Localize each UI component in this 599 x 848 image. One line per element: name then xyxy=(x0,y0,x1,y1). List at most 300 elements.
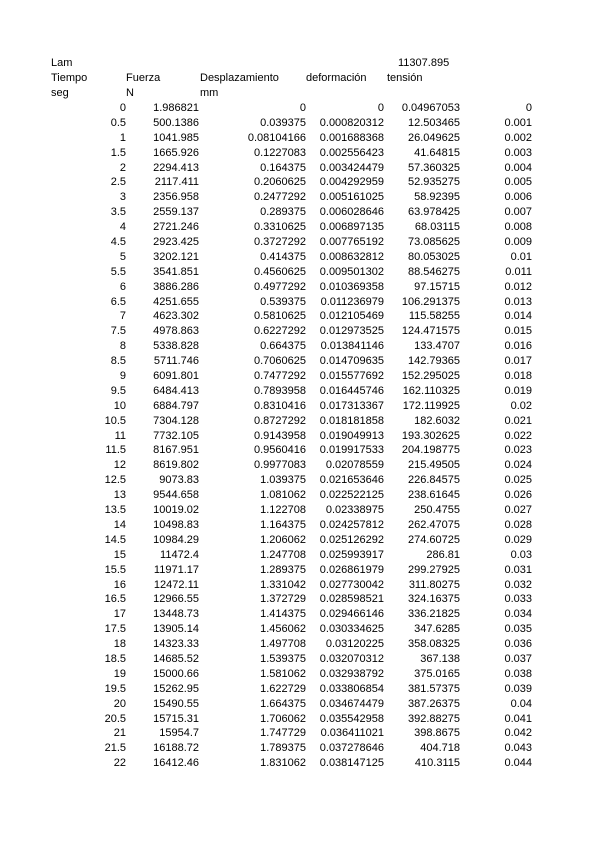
cell-extra: 0.004 xyxy=(504,161,532,174)
cell-desplazamiento: 1.831062 xyxy=(260,757,306,770)
cell-extra: 0.023 xyxy=(504,444,532,457)
cell-desplazamiento: 0.08104166 xyxy=(247,131,306,144)
cell-desplazamiento: 0.2477292 xyxy=(254,191,306,204)
cell-fuerza: 13905.14 xyxy=(153,623,199,636)
cell-extra: 0.043 xyxy=(504,742,532,755)
cell-tension: 63.978425 xyxy=(408,206,460,219)
cell-tiempo: 0 xyxy=(119,102,126,114)
cell-deformacion: 0.026861979 xyxy=(319,563,384,576)
cell-tension: 193.302625 xyxy=(401,429,460,442)
cell-deformacion: 0.012973525 xyxy=(319,325,384,338)
cell-tiempo: 18 xyxy=(113,638,126,651)
cell-fuerza: 8167.951 xyxy=(153,444,199,457)
cell-deformacion: 0.014709635 xyxy=(319,355,384,368)
cell-fuerza: 6884.797 xyxy=(153,399,199,412)
cell-tiempo: 22 xyxy=(113,757,126,770)
cell-deformacion: 0.036411021 xyxy=(320,727,384,740)
table-row xyxy=(0,622,599,637)
cell-extra: 0.001 xyxy=(504,116,532,129)
cell-tension: 73.085625 xyxy=(408,236,460,249)
cell-tension: 358.08325 xyxy=(408,638,460,651)
cell-desplazamiento: 1.206062 xyxy=(260,533,306,546)
cell-deformacion: 0.029466146 xyxy=(319,608,384,621)
cell-tension: 387.26375 xyxy=(408,697,460,710)
cell-tiempo: 21.5 xyxy=(104,742,126,755)
cell-tension: 381.57375 xyxy=(408,682,460,695)
cell-extra: 0.017 xyxy=(504,355,532,368)
cell-tiempo: 13 xyxy=(113,489,126,502)
cell-fuerza: 3541.851 xyxy=(153,265,199,278)
cell-desplazamiento: 0.7477292 xyxy=(254,370,306,383)
sheet-label: Lam xyxy=(51,57,73,69)
cell-tension: 142.79365 xyxy=(408,355,460,368)
table-row xyxy=(0,488,599,503)
cell-fuerza: 1665.926 xyxy=(153,146,199,159)
cell-tension: 115.58255 xyxy=(408,310,460,323)
cell-tension: 172.119925 xyxy=(402,399,460,412)
cell-deformacion: 0.037278646 xyxy=(319,742,384,755)
cell-tiempo: 14.5 xyxy=(104,533,126,546)
cell-fuerza: 2559.137 xyxy=(153,206,199,219)
cell-tiempo: 2.5 xyxy=(110,176,126,189)
cell-fuerza: 2721.246 xyxy=(153,221,199,234)
cell-fuerza: 11472.4 xyxy=(160,548,199,561)
cell-fuerza: 3886.286 xyxy=(153,280,199,293)
table-row xyxy=(0,339,599,354)
cell-tiempo: 4 xyxy=(119,221,126,234)
cell-tension: 162.110325 xyxy=(402,384,460,397)
cell-extra: 0.029 xyxy=(504,533,532,546)
table-row xyxy=(0,295,599,310)
cell-desplazamiento: 1.747729 xyxy=(260,727,306,740)
header-fuerza: Fuerza xyxy=(126,72,161,84)
cell-extra: 0.039 xyxy=(504,682,532,695)
cell-tiempo: 15.5 xyxy=(104,563,126,576)
cell-fuerza: 13448.73 xyxy=(153,608,199,621)
table-row xyxy=(0,414,599,429)
cell-tension: 299.27925 xyxy=(408,563,460,576)
cell-extra: 0.024 xyxy=(504,459,532,472)
cell-extra: 0.028 xyxy=(504,518,532,531)
cell-deformacion: 0.035542958 xyxy=(319,712,384,725)
cell-tension: 57.360325 xyxy=(408,161,460,174)
cell-tiempo: 11 xyxy=(114,429,126,442)
cell-extra: 0.01 xyxy=(510,250,532,263)
cell-fuerza: 8619.802 xyxy=(153,459,199,472)
cell-desplazamiento: 1.706062 xyxy=(260,712,306,725)
cell-tiempo: 8.5 xyxy=(110,355,126,368)
cell-fuerza: 14323.33 xyxy=(153,638,199,651)
cell-tension: 26.049625 xyxy=(408,131,460,144)
cell-deformacion: 0.016445746 xyxy=(319,384,384,397)
cell-tiempo: 10 xyxy=(113,399,126,412)
cell-fuerza: 15490.55 xyxy=(153,697,199,710)
cell-deformacion: 0.027730042 xyxy=(319,578,384,591)
cell-desplazamiento: 0.6227292 xyxy=(254,325,306,338)
cell-tiempo: 18.5 xyxy=(104,652,126,665)
cell-extra: 0.042 xyxy=(504,727,532,740)
table-row xyxy=(0,399,599,414)
cell-extra: 0.041 xyxy=(504,712,532,725)
cell-desplazamiento: 1.122708 xyxy=(260,504,306,517)
cell-fuerza: 6091.801 xyxy=(153,370,199,383)
table-row xyxy=(0,548,599,563)
table-row xyxy=(0,101,599,116)
cell-extra: 0.005 xyxy=(504,176,532,189)
cell-deformacion: 0.008632812 xyxy=(319,250,384,263)
cell-tiempo: 3 xyxy=(119,191,126,204)
cell-desplazamiento: 0.289375 xyxy=(260,206,306,219)
header-tiempo: Tiempo xyxy=(51,72,88,84)
cell-tiempo: 4.5 xyxy=(110,236,126,249)
cell-tension: 12.503465 xyxy=(408,116,460,129)
cell-fuerza: 10984.29 xyxy=(153,533,199,546)
cell-deformacion: 0.019049913 xyxy=(319,429,384,442)
cell-desplazamiento: 1.414375 xyxy=(260,608,306,621)
table-row xyxy=(0,161,599,176)
cell-desplazamiento: 1.331042 xyxy=(260,578,306,591)
cell-deformacion: 0.033806854 xyxy=(319,682,384,695)
cell-fuerza: 500.1386 xyxy=(153,116,199,129)
header-tension: tensión xyxy=(387,72,423,84)
cell-tiempo: 21 xyxy=(113,727,126,740)
table-row xyxy=(0,518,599,533)
cell-deformacion: 0.000820312 xyxy=(319,116,384,129)
cell-desplazamiento: 1.164375 xyxy=(260,518,306,531)
table-row xyxy=(0,131,599,146)
cell-extra: 0.013 xyxy=(504,295,532,308)
cell-extra: 0.011 xyxy=(505,265,532,278)
cell-tiempo: 17.5 xyxy=(104,623,126,636)
cell-deformacion: 0.030334625 xyxy=(319,623,384,636)
cell-deformacion: 0.025993917 xyxy=(319,548,384,561)
cell-tiempo: 17 xyxy=(113,608,126,621)
cell-desplazamiento: 0.539375 xyxy=(260,295,306,308)
table-row xyxy=(0,741,599,756)
cell-deformacion: 0.005161025 xyxy=(319,191,384,204)
cell-deformacion: 0.018181858 xyxy=(319,414,384,427)
cell-tiempo: 2 xyxy=(119,161,126,174)
cell-tension: 262.47075 xyxy=(408,518,460,531)
cell-tension: 392.88275 xyxy=(408,712,460,725)
cell-desplazamiento: 0.8727292 xyxy=(254,414,306,427)
cell-deformacion: 0.034674479 xyxy=(319,697,384,710)
cell-desplazamiento: 0.3727292 xyxy=(254,236,306,249)
cell-extra: 0.032 xyxy=(504,578,532,591)
cell-deformacion: 0.02338975 xyxy=(325,504,384,517)
cell-extra: 0.031 xyxy=(504,563,532,576)
cell-tiempo: 5 xyxy=(119,250,126,263)
cell-desplazamiento: 0.4560625 xyxy=(254,265,306,278)
cell-desplazamiento: 1.039375 xyxy=(260,474,306,487)
cell-tiempo: 9.5 xyxy=(110,384,126,397)
cell-tension: 398.8675 xyxy=(414,727,460,740)
cell-deformacion: 0.02078559 xyxy=(325,459,384,472)
cell-fuerza: 5338.828 xyxy=(153,340,199,353)
cell-tension: 274.60725 xyxy=(408,533,460,546)
cell-tiempo: 19.5 xyxy=(104,682,126,695)
cell-tension: 41.64815 xyxy=(414,146,460,159)
cell-extra: 0.02 xyxy=(510,399,532,412)
cell-desplazamiento: 1.372729 xyxy=(260,593,306,606)
cell-desplazamiento: 0.5810625 xyxy=(254,310,306,323)
cell-desplazamiento: 0.7060625 xyxy=(254,355,306,368)
table-row xyxy=(0,503,599,518)
cell-extra: 0.044 xyxy=(504,757,532,770)
cell-desplazamiento: 0.039375 xyxy=(260,116,306,129)
cell-desplazamiento: 0.414375 xyxy=(260,250,306,263)
table-row xyxy=(0,756,599,771)
table-row xyxy=(0,429,599,444)
cell-tiempo: 12.5 xyxy=(104,474,126,487)
cell-desplazamiento: 1.581062 xyxy=(260,667,306,680)
cell-fuerza: 15000.66 xyxy=(153,667,199,680)
cell-deformacion: 0.006028646 xyxy=(319,206,384,219)
cell-extra: 0.035 xyxy=(504,623,532,636)
cell-fuerza: 15262.95 xyxy=(153,682,199,695)
cell-deformacion: 0.015577692 xyxy=(319,370,384,383)
cell-deformacion: 0.011236979 xyxy=(320,295,384,308)
table-row xyxy=(0,265,599,280)
cell-desplazamiento: 0.664375 xyxy=(260,340,306,353)
cell-tiempo: 16 xyxy=(113,578,126,591)
cell-tension: 410.3115 xyxy=(414,757,460,770)
cell-extra: 0.014 xyxy=(504,310,532,323)
table-row xyxy=(0,250,599,265)
cell-desplazamiento: 1.081062 xyxy=(260,489,306,502)
cell-tiempo: 7 xyxy=(119,310,126,323)
cell-tension: 238.61645 xyxy=(408,489,460,502)
cell-deformacion: 0.022522125 xyxy=(319,489,384,502)
cell-extra: 0.021 xyxy=(504,414,532,427)
cell-deformacion: 0.002556423 xyxy=(319,146,384,159)
table-row xyxy=(0,146,599,161)
cell-extra: 0.019 xyxy=(504,384,532,397)
cell-fuerza: 4978.863 xyxy=(153,325,199,338)
cell-deformacion: 0.009501302 xyxy=(319,265,384,278)
cell-extra: 0.04 xyxy=(510,697,532,710)
cell-fuerza: 4251.655 xyxy=(153,295,199,308)
table-row xyxy=(0,473,599,488)
cell-fuerza: 2294.413 xyxy=(153,161,199,174)
cell-tension: 367.138 xyxy=(420,652,460,665)
cell-desplazamiento: 1.789375 xyxy=(260,742,306,755)
table-row xyxy=(0,384,599,399)
cell-tension: 133.4707 xyxy=(414,340,460,353)
cell-deformacion: 0.010369358 xyxy=(319,280,384,293)
cell-fuerza: 1041.985 xyxy=(153,131,199,144)
cell-fuerza: 9073.83 xyxy=(159,474,199,487)
cell-fuerza: 6484.413 xyxy=(153,384,199,397)
table-row xyxy=(0,667,599,682)
cell-fuerza: 15954.7 xyxy=(159,727,199,740)
cell-tension: 347.6285 xyxy=(414,623,460,636)
cell-desplazamiento: 0.7893958 xyxy=(254,384,306,397)
table-row xyxy=(0,652,599,667)
cell-tension: 311.80275 xyxy=(408,578,460,591)
cell-tiempo: 5.5 xyxy=(110,265,126,278)
cell-fuerza: 5711.746 xyxy=(153,355,199,368)
cell-tiempo: 16.5 xyxy=(104,593,126,606)
cell-desplazamiento: 0.1227083 xyxy=(254,146,306,159)
cell-fuerza: 2923.425 xyxy=(153,236,199,249)
cell-deformacion: 0 xyxy=(377,102,384,114)
cell-deformacion: 0.013841146 xyxy=(320,340,384,353)
cell-desplazamiento: 1.497708 xyxy=(260,638,306,651)
cell-tiempo: 20.5 xyxy=(104,712,126,725)
cell-fuerza: 7732.105 xyxy=(153,429,199,442)
cell-tension: 106.291375 xyxy=(401,295,460,308)
cell-tiempo: 6.5 xyxy=(110,295,126,308)
cell-tension: 58.92395 xyxy=(414,191,460,204)
cell-tension: 226.84575 xyxy=(408,474,460,487)
cell-tension: 336.21825 xyxy=(408,608,460,621)
cell-tension: 152.295025 xyxy=(401,370,460,383)
cell-deformacion: 0.003424479 xyxy=(319,161,384,174)
cell-tension: 97.15715 xyxy=(414,280,460,293)
cell-desplazamiento: 0.8310416 xyxy=(254,399,306,412)
cell-deformacion: 0.024257812 xyxy=(319,518,384,531)
header-deformacion: deformación xyxy=(306,72,367,84)
cell-desplazamiento: 1.456062 xyxy=(260,623,306,636)
cell-extra: 0.006 xyxy=(504,191,532,204)
cell-tiempo: 13.5 xyxy=(104,504,126,517)
cell-desplazamiento: 0.9143958 xyxy=(254,429,306,442)
table-row xyxy=(0,592,599,607)
cell-fuerza: 12472.11 xyxy=(153,578,199,591)
cell-tension: 215.49505 xyxy=(408,459,460,472)
cell-extra: 0.003 xyxy=(504,146,532,159)
cell-desplazamiento: 0.164375 xyxy=(260,161,306,174)
cell-extra: 0.002 xyxy=(504,131,532,144)
cell-extra: 0 xyxy=(525,102,532,114)
cell-fuerza: 12966.55 xyxy=(153,593,199,606)
cell-extra: 0.033 xyxy=(504,593,532,606)
cell-tiempo: 12 xyxy=(113,459,126,472)
table-row xyxy=(0,205,599,220)
cell-deformacion: 0.006897135 xyxy=(319,221,384,234)
cell-desplazamiento: 1.664375 xyxy=(260,697,306,710)
unit-desplazamiento: mm xyxy=(200,87,219,99)
cell-fuerza: 11971.17 xyxy=(153,563,199,576)
cell-extra: 0.022 xyxy=(504,429,532,442)
table-row xyxy=(0,682,599,697)
cell-extra: 0.036 xyxy=(504,638,532,651)
cell-extra: 0.015 xyxy=(504,325,532,338)
cell-extra: 0.018 xyxy=(504,370,532,383)
cell-extra: 0.007 xyxy=(504,206,532,219)
cell-tiempo: 15 xyxy=(113,548,126,561)
table-row xyxy=(0,280,599,295)
cell-fuerza: 16188.72 xyxy=(153,742,199,755)
table-row xyxy=(0,607,599,622)
cell-tiempo: 1.5 xyxy=(110,146,126,159)
cell-deformacion: 0.032070312 xyxy=(319,652,384,665)
cell-fuerza: 7304.128 xyxy=(153,414,199,427)
cell-fuerza: 1.986821 xyxy=(153,102,199,114)
area-value: 11307.895 xyxy=(398,57,450,69)
table-row xyxy=(0,458,599,473)
cell-deformacion: 0.001688368 xyxy=(319,131,384,144)
cell-fuerza: 2356.958 xyxy=(153,191,199,204)
cell-tension: 88.546275 xyxy=(408,265,460,278)
cell-deformacion: 0.028598521 xyxy=(319,593,384,606)
unit-fuerza: N xyxy=(126,87,134,99)
cell-deformacion: 0.025126292 xyxy=(319,533,384,546)
cell-extra: 0.012 xyxy=(504,280,532,293)
cell-desplazamiento: 1.539375 xyxy=(260,652,306,665)
cell-desplazamiento: 1.622729 xyxy=(260,682,306,695)
cell-tiempo: 14 xyxy=(113,518,126,531)
cell-extra: 0.037 xyxy=(504,652,532,665)
table-row xyxy=(0,220,599,235)
table-row xyxy=(0,726,599,741)
table-row xyxy=(0,563,599,578)
cell-tiempo: 6 xyxy=(119,280,126,293)
cell-tiempo: 0.5 xyxy=(110,116,126,129)
cell-fuerza: 3202.121 xyxy=(153,250,199,263)
cell-tension: 182.6032 xyxy=(414,414,460,427)
cell-desplazamiento: 1.289375 xyxy=(260,563,306,576)
table-row xyxy=(0,116,599,131)
cell-deformacion: 0.038147125 xyxy=(319,757,384,770)
table-row xyxy=(0,533,599,548)
cell-tiempo: 7.5 xyxy=(110,325,126,338)
cell-extra: 0.038 xyxy=(504,667,532,680)
cell-deformacion: 0.017313367 xyxy=(319,399,384,412)
header-desplazamiento: Desplazamiento xyxy=(200,72,279,84)
cell-desplazamiento: 0 xyxy=(299,102,306,114)
cell-tension: 404.718 xyxy=(420,742,460,755)
cell-fuerza: 10498.83 xyxy=(153,518,199,531)
cell-desplazamiento: 0.9977083 xyxy=(254,459,306,472)
cell-desplazamiento: 0.4977292 xyxy=(254,280,306,293)
cell-tension: 375.0165 xyxy=(414,667,460,680)
cell-tension: 68.03115 xyxy=(414,221,460,234)
cell-tiempo: 11.5 xyxy=(105,444,126,457)
cell-fuerza: 9544.658 xyxy=(153,489,199,502)
cell-deformacion: 0.019917533 xyxy=(319,444,384,457)
cell-tiempo: 10.5 xyxy=(104,414,126,427)
unit-tiempo: seg xyxy=(51,87,69,99)
cell-desplazamiento: 0.9560416 xyxy=(254,444,306,457)
table-row xyxy=(0,235,599,250)
table-row xyxy=(0,443,599,458)
cell-tension: 0.04967053 xyxy=(401,102,460,114)
cell-deformacion: 0.021653646 xyxy=(319,474,384,487)
cell-tiempo: 3.5 xyxy=(110,206,126,219)
cell-deformacion: 0.004292959 xyxy=(319,176,384,189)
table-row xyxy=(0,190,599,205)
cell-extra: 0.026 xyxy=(504,489,532,502)
cell-fuerza: 4623.302 xyxy=(153,310,199,323)
cell-tension: 204.198775 xyxy=(401,444,460,457)
table-row xyxy=(0,578,599,593)
cell-tiempo: 9 xyxy=(119,370,126,383)
cell-tension: 286.81 xyxy=(426,548,460,561)
cell-deformacion: 0.012105469 xyxy=(319,310,384,323)
cell-fuerza: 2117.411 xyxy=(154,176,199,189)
table-row xyxy=(0,637,599,652)
table-row xyxy=(0,324,599,339)
table-row xyxy=(0,175,599,190)
cell-fuerza: 16412.46 xyxy=(153,757,199,770)
cell-extra: 0.008 xyxy=(504,221,532,234)
cell-deformacion: 0.007765192 xyxy=(319,236,384,249)
cell-tiempo: 19 xyxy=(113,667,126,680)
table-row xyxy=(0,369,599,384)
cell-desplazamiento: 0.2060625 xyxy=(254,176,306,189)
